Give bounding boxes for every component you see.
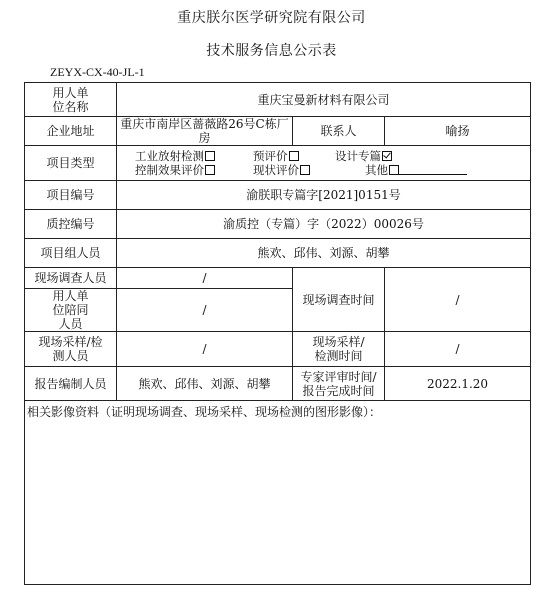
- accompany-value: /: [202, 303, 207, 317]
- contact-value: 喻扬: [445, 124, 470, 138]
- team-label: 项目组人员: [40, 246, 101, 260]
- sampling-staff-value: /: [202, 342, 207, 356]
- checkbox-icon: [389, 165, 399, 175]
- row-employer: [25, 83, 531, 117]
- survey-staff-label: 现场调查人员: [34, 271, 107, 285]
- review-time-value: 2022.1.20: [426, 376, 489, 391]
- row-team: [25, 239, 531, 268]
- row-project-type: [25, 146, 531, 181]
- checkbox-icon: [205, 151, 215, 161]
- project-type-options: [117, 146, 531, 181]
- type-pre-evaluation[interactable]: 预评价: [253, 149, 335, 163]
- contact-label: 联系人: [320, 124, 357, 138]
- address-label: 企业地址: [46, 124, 95, 138]
- type-control-evaluation[interactable]: 控制效果评价: [135, 163, 253, 177]
- company-name: 重庆朕尔医学研究院有限公司: [177, 10, 366, 26]
- type-status-evaluation[interactable]: 现状评价: [253, 163, 335, 177]
- row-sampling: [25, 332, 531, 367]
- type-design-review[interactable]: 设计专篇: [335, 149, 455, 163]
- type-other[interactable]: 其他: [335, 163, 485, 177]
- qc-no-label: 质控编号: [46, 217, 95, 231]
- address-value: 重庆市南岸区蔷薇路26号C栋厂房: [120, 117, 289, 145]
- images-label: 相关影像资料（证明现场调查、现场采样、现场检测的图形影像）：: [27, 405, 382, 419]
- report-staff-label: 报告编制人员: [34, 376, 107, 391]
- employer-value: 重庆宝曼新材料有限公司: [257, 92, 390, 107]
- project-type-label: 项目类型: [46, 156, 95, 170]
- checked-checkbox-icon: [382, 151, 392, 161]
- employer-label: 用人单位名称: [52, 85, 89, 114]
- row-address: [25, 117, 531, 146]
- review-time-label: 专家评审时间/报告完成时间: [300, 369, 377, 398]
- form-title: 技术服务信息公示表: [206, 43, 337, 59]
- row-images: [25, 401, 531, 585]
- checkbox-icon: [289, 151, 299, 161]
- type-industrial-radiation[interactable]: 工业放射检测: [135, 149, 253, 163]
- qc-no-value: 渝质控（专篇）字（2022）00026号: [223, 217, 424, 231]
- sampling-time-value: /: [455, 342, 460, 356]
- row-survey-staff: [25, 268, 531, 289]
- survey-staff-value: /: [202, 271, 207, 285]
- other-blank-line: [399, 164, 467, 175]
- project-no-label: 项目编号: [46, 188, 95, 202]
- accompany-label: 用人单位陪同人员: [52, 289, 89, 331]
- sampling-time-label: 现场采样/检测时间: [312, 335, 365, 363]
- info-table: [24, 82, 531, 585]
- sampling-staff-label: 现场采样/检测人员: [38, 335, 103, 363]
- project-no-value: 渝朕职专篇字[2021]0151号: [246, 188, 401, 202]
- team-value: 熊欢、邱伟、刘源、胡攀: [257, 246, 390, 260]
- row-project-no: [25, 181, 531, 210]
- survey-time-label: 现场调查时间: [302, 292, 375, 307]
- report-staff-value: 熊欢、邱伟、刘源、胡攀: [138, 376, 271, 391]
- row-report: [25, 367, 531, 401]
- checkbox-icon: [300, 165, 310, 175]
- row-qc-no: [25, 210, 531, 239]
- document-number: ZEYX-CX-40-JL-1: [50, 65, 145, 79]
- checkbox-icon: [205, 165, 215, 175]
- survey-time-value: /: [455, 292, 460, 307]
